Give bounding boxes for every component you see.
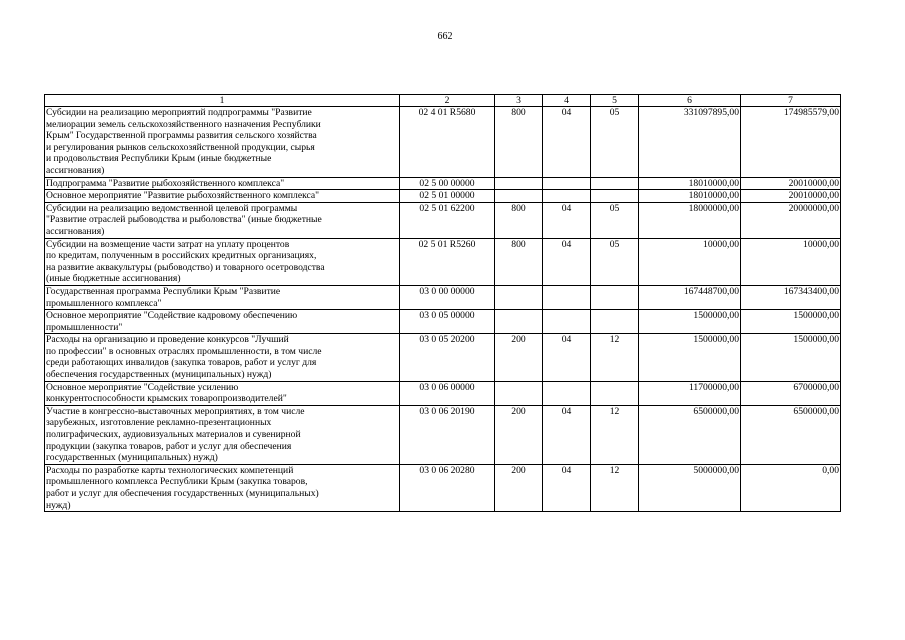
row-section: [543, 381, 591, 405]
row-name: [45, 107, 400, 178]
row-name-line: Основное мероприятие "Содействие кадровому обеспечению: [46, 310, 298, 322]
row-name-line: Расходы по разработке карты технологических компетенций: [46, 464, 294, 476]
header-col-3: 3: [495, 95, 543, 107]
row-subsection: [591, 190, 639, 203]
budget-table-body: [45, 107, 841, 512]
row-name-line: Основное мероприятие "Развитие рыбохозяйственного комплекса": [46, 190, 320, 202]
row-subsection: [591, 177, 639, 190]
row-type: [495, 285, 543, 309]
row-amount-col7: 1500000,00: [741, 310, 841, 334]
row-section: [543, 285, 591, 309]
row-name-line: полиграфических, аудиовизуальных материалов и сувенирной: [46, 429, 301, 441]
row-name: [45, 381, 400, 405]
row-subsection: [591, 310, 639, 334]
row-type: [495, 310, 543, 334]
row-amount-col7: 174985579,00: [741, 107, 841, 178]
header-col-7: 7: [741, 95, 841, 107]
page-number: 662: [437, 31, 453, 42]
row-code: 03 0 06 20280: [400, 464, 495, 511]
row-name-line: Расходы на организацию и проведение конкурсов "Лучший: [46, 334, 289, 346]
row-type: 200: [495, 334, 543, 381]
row-code: 02 5 01 R5260: [400, 238, 495, 285]
row-type: 200: [495, 405, 543, 464]
row-name-line: работ и услуг для обеспечения государственных (муниципальных): [46, 488, 319, 500]
row-amount-col6: 18010000,00: [639, 190, 741, 203]
row-amount-col6: 18000000,00: [639, 202, 741, 238]
row-subsection: [591, 381, 639, 405]
row-section: 04: [543, 334, 591, 381]
row-name-line: промышленности": [46, 321, 123, 333]
row-code: 03 0 00 00000: [400, 285, 495, 309]
row-name-line: конкурентоспособности крымских товаропроизводителей": [46, 393, 287, 405]
row-amount-col6: 5000000,00: [639, 464, 741, 511]
row-amount-col6: 1500000,00: [639, 334, 741, 381]
row-name-line: "Развитие отраслей рыбоводства и рыболовства" (иные бюджетные: [46, 214, 322, 226]
row-name: [45, 190, 400, 203]
row-amount-col7: 20010000,00: [741, 190, 841, 203]
row-amount-col6: 167448700,00: [639, 285, 741, 309]
row-type: 800: [495, 107, 543, 178]
row-amount-col7: 1500000,00: [741, 334, 841, 381]
row-type: [495, 190, 543, 203]
row-subsection: [591, 285, 639, 309]
row-name-line: ассигнования): [46, 164, 105, 176]
header-col-5: 5: [591, 95, 639, 107]
table-row: [45, 107, 841, 178]
row-name: [45, 177, 400, 190]
row-section: [543, 177, 591, 190]
row-code: 03 0 06 00000: [400, 381, 495, 405]
row-amount-col6: 11700000,00: [639, 381, 741, 405]
row-amount-col6: 331097895,00: [639, 107, 741, 178]
row-name-line: промышленного комплекса": [46, 297, 162, 309]
row-type: [495, 177, 543, 190]
row-name-line: и продовольствия Республики Крым (иные бюджетные: [46, 153, 272, 165]
table-row: [45, 238, 841, 285]
row-name-line: мелиорации земель сельскохозяйственного назначения Республики: [46, 118, 321, 130]
row-name-line: (иные бюджетные ассигнования): [46, 273, 181, 285]
row-subsection: 12: [591, 464, 639, 511]
table-row: [45, 190, 841, 203]
row-code: 02 5 01 00000: [400, 190, 495, 203]
row-amount-col6: 1500000,00: [639, 310, 741, 334]
row-type: 800: [495, 238, 543, 285]
row-code: 02 4 01 R5680: [400, 107, 495, 178]
row-name-line: зарубежных, изготовление рекламно-презентационных: [46, 417, 272, 429]
row-subsection: 12: [591, 334, 639, 381]
row-amount-col6: 6500000,00: [639, 405, 741, 464]
row-name: [45, 334, 400, 381]
row-name: [45, 238, 400, 285]
row-name-line: нужд): [46, 499, 71, 511]
row-name-line: Государственная программа Республики Крым "Развитие: [46, 285, 281, 297]
row-name: [45, 464, 400, 511]
row-subsection: 05: [591, 202, 639, 238]
row-name: [45, 405, 400, 464]
row-amount-col7: 0,00: [741, 464, 841, 511]
row-name: [45, 202, 400, 238]
row-name-line: Субсидии на возмещение части затрат на уплату процентов: [46, 238, 290, 250]
row-section: 04: [543, 464, 591, 511]
row-name-line: и регулирования рынков сельскохозяйственной продукции, сырья: [46, 141, 315, 153]
row-name-line: Крым" Государственной программы развития сельского хозяйства: [46, 130, 317, 142]
row-amount-col6: 18010000,00: [639, 177, 741, 190]
header-col-2: 2: [400, 95, 495, 107]
row-name: [45, 285, 400, 309]
table-row: [45, 381, 841, 405]
row-code: 03 0 05 00000: [400, 310, 495, 334]
row-amount-col7: 20010000,00: [741, 177, 841, 190]
row-section: [543, 310, 591, 334]
table-row: [45, 405, 841, 464]
row-type: 800: [495, 202, 543, 238]
table-row: [45, 177, 841, 190]
row-subsection: 12: [591, 405, 639, 464]
row-name: [45, 310, 400, 334]
row-amount-col7: 10000,00: [741, 238, 841, 285]
row-amount-col7: 6500000,00: [741, 405, 841, 464]
header-col-1: 1: [45, 95, 400, 107]
row-code: 03 0 06 20190: [400, 405, 495, 464]
row-name-line: ассигнования): [46, 225, 105, 237]
table-row: [45, 202, 841, 238]
row-section: 04: [543, 107, 591, 178]
table-row: [45, 285, 841, 309]
header-row: [45, 95, 841, 107]
header-col-4: 4: [543, 95, 591, 107]
table-row: [45, 464, 841, 511]
row-name-line: среди работающих инвалидов (закупка товаров, работ и услуг для: [46, 357, 317, 369]
row-name-line: по профессии" в основных отраслях промышленности, в том числе: [46, 345, 322, 357]
table-row: [45, 334, 841, 381]
row-name-line: Подпрограмма "Развитие рыбохозяйственного комплекса": [46, 177, 285, 189]
header-col-6: 6: [639, 95, 741, 107]
row-amount-col7: 167343400,00: [741, 285, 841, 309]
row-name-line: на развитие аквакультуры (рыбоводство) и товарного осетроводства: [46, 261, 325, 273]
row-amount-col7: 20000000,00: [741, 202, 841, 238]
budget-table: [44, 94, 841, 512]
row-type: [495, 381, 543, 405]
row-section: [543, 190, 591, 203]
row-name-line: продукции (закупка товаров, работ и услуг для обеспечения: [46, 440, 292, 452]
row-name-line: промышленного комплекса Республики Крым (закупка товаров,: [46, 476, 308, 488]
row-name-line: государственных (муниципальных) нужд): [46, 452, 218, 464]
row-amount-col6: 10000,00: [639, 238, 741, 285]
row-name-line: Субсидии на реализацию мероприятий подпрограммы "Развитие: [46, 107, 312, 118]
row-name-line: Субсидии на реализацию ведомственной целевой программы: [46, 202, 298, 214]
row-name-line: Основное мероприятие "Содействие усилению: [46, 381, 239, 393]
row-section: 04: [543, 202, 591, 238]
row-name-line: обеспечения государственных (муниципальных) нужд): [46, 369, 272, 381]
table-row: [45, 310, 841, 334]
row-subsection: 05: [591, 107, 639, 178]
row-name-line: Участие в конгрессно-выставочных мероприятиях, в том числе: [46, 405, 305, 417]
row-type: 200: [495, 464, 543, 511]
row-section: 04: [543, 238, 591, 285]
row-section: 04: [543, 405, 591, 464]
row-name-line: по кредитам, полученным в российских кредитных организациях,: [46, 250, 317, 262]
row-code: 02 5 00 00000: [400, 177, 495, 190]
row-amount-col7: 6700000,00: [741, 381, 841, 405]
row-code: 03 0 05 20200: [400, 334, 495, 381]
row-code: 02 5 01 62200: [400, 202, 495, 238]
row-subsection: 05: [591, 238, 639, 285]
